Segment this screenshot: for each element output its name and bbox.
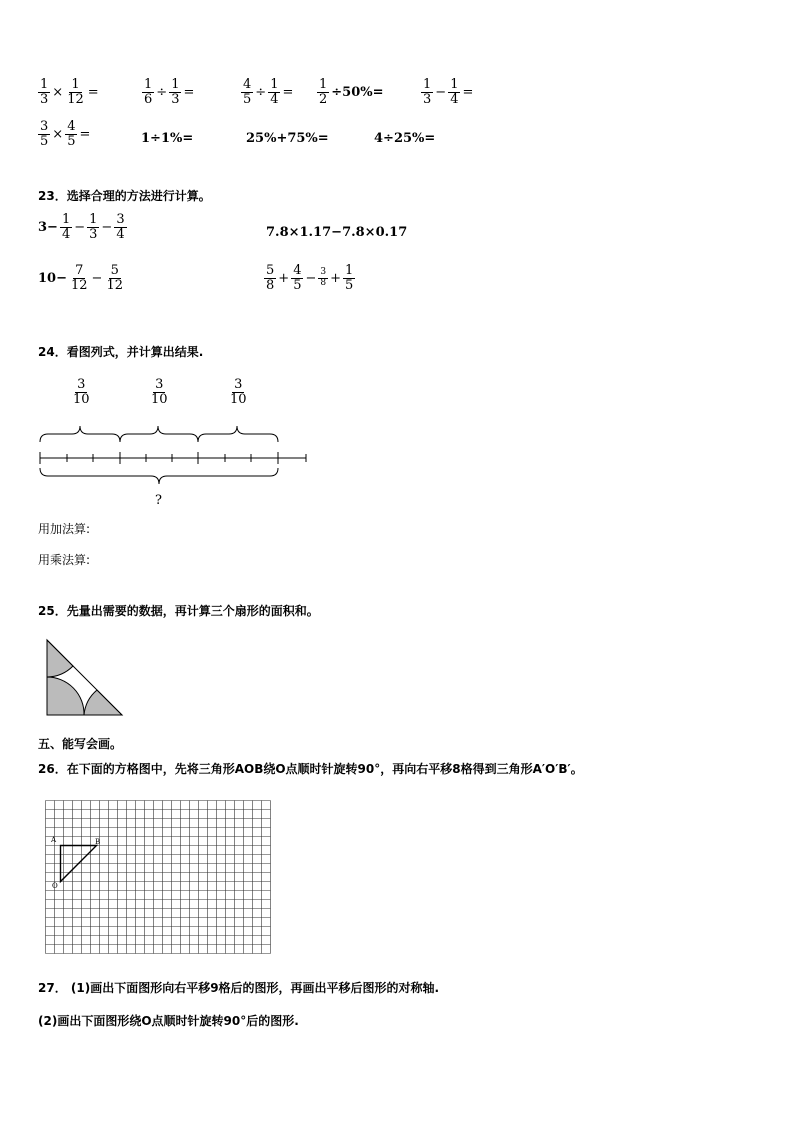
q24-question-mark: ? xyxy=(155,493,162,508)
q25-title: 25．先量出需要的数据，再计算三个扇形的面积和。 xyxy=(38,604,319,618)
grid-lines xyxy=(46,801,271,954)
q24-brace-2 xyxy=(120,426,198,442)
section5-title: 五、能写会画。 xyxy=(38,737,123,751)
q24-mul-label: 用乘法算: xyxy=(38,553,91,567)
q26-label-b: B xyxy=(95,838,101,846)
q24-title: 24．看图列式，并计算出结果. xyxy=(38,345,204,359)
q26-title: 26．在下面的方格图中，先将三角形AOB绕O点顺时针旋转90°，再向右平移8格得到三角形A′O′B′。 xyxy=(38,762,583,776)
q22-r2-e2: 1÷1%= xyxy=(141,131,194,146)
q23-title: 23．选择合理的方法进行计算。 xyxy=(38,189,211,203)
q23-expr4: $\frac{5}{8}$ + $\frac{4}{5}$ − $\frac{3}{8}$ + $\frac{1}{5}$ xyxy=(266,263,354,294)
q24-add-label: 用加法算: xyxy=(38,522,91,536)
sector-top xyxy=(47,640,73,677)
q23-expr1: 3− $\frac{1}{4}$ − $\frac{1}{3}$ − $\frac{3}{4}$ xyxy=(38,212,125,243)
q22-r2-e4: 4÷25%= xyxy=(374,131,436,146)
q24-brace-1 xyxy=(40,426,120,442)
q22-r1-e1: $\frac{1}{3}$ × $\frac{1}{12}$ = xyxy=(40,77,99,108)
q22-r1-e5: $\frac{1}{3}$ − $\frac{1}{4}$ = xyxy=(423,77,474,108)
q25-triangle-sectors xyxy=(45,638,127,720)
q24-frac-2: $\frac{3}{10}$ xyxy=(151,377,168,408)
sector-bottom-left xyxy=(47,677,84,715)
q23-expr3: 10− $\frac{7}{12}$ − $\frac{5}{12}$ xyxy=(38,263,123,294)
q24-frac-1: $\frac{3}{10}$ xyxy=(73,377,90,408)
q22-r1-e3: $\frac{4}{5}$ ÷ $\frac{1}{4}$ = xyxy=(243,77,294,108)
q27-part2: (2)画出下面图形绕O点顺时针旋转90°后的图形. xyxy=(38,1014,299,1028)
q27-part1: 27． (1)画出下面图形向右平移9格后的图形，再画出平移后图形的对称轴. xyxy=(38,981,440,995)
q22-r1-e2: $\frac{1}{6}$ ÷ $\frac{1}{3}$ = xyxy=(144,77,195,108)
q24-number-line-diagram xyxy=(30,420,320,492)
q22-r2-e3: 25%+75%= xyxy=(246,131,329,146)
q24-brace-3 xyxy=(198,426,278,442)
q24-frac-3: $\frac{3}{10}$ xyxy=(230,377,247,408)
sector-bottom-right xyxy=(84,690,122,715)
q22-r1-e4: $\frac{1}{2}$ ÷50%= xyxy=(319,77,384,108)
q26-label-o: O xyxy=(52,882,58,890)
q22-r2-e1: $\frac{3}{5}$ × $\frac{4}{5}$ = xyxy=(40,119,91,150)
q24-bottom-brace xyxy=(40,468,278,484)
q23-expr2: 7.8×1.17−7.8×0.17 xyxy=(266,225,408,240)
q26-label-a: A xyxy=(51,836,57,844)
q26-grid-diagram xyxy=(44,796,272,956)
